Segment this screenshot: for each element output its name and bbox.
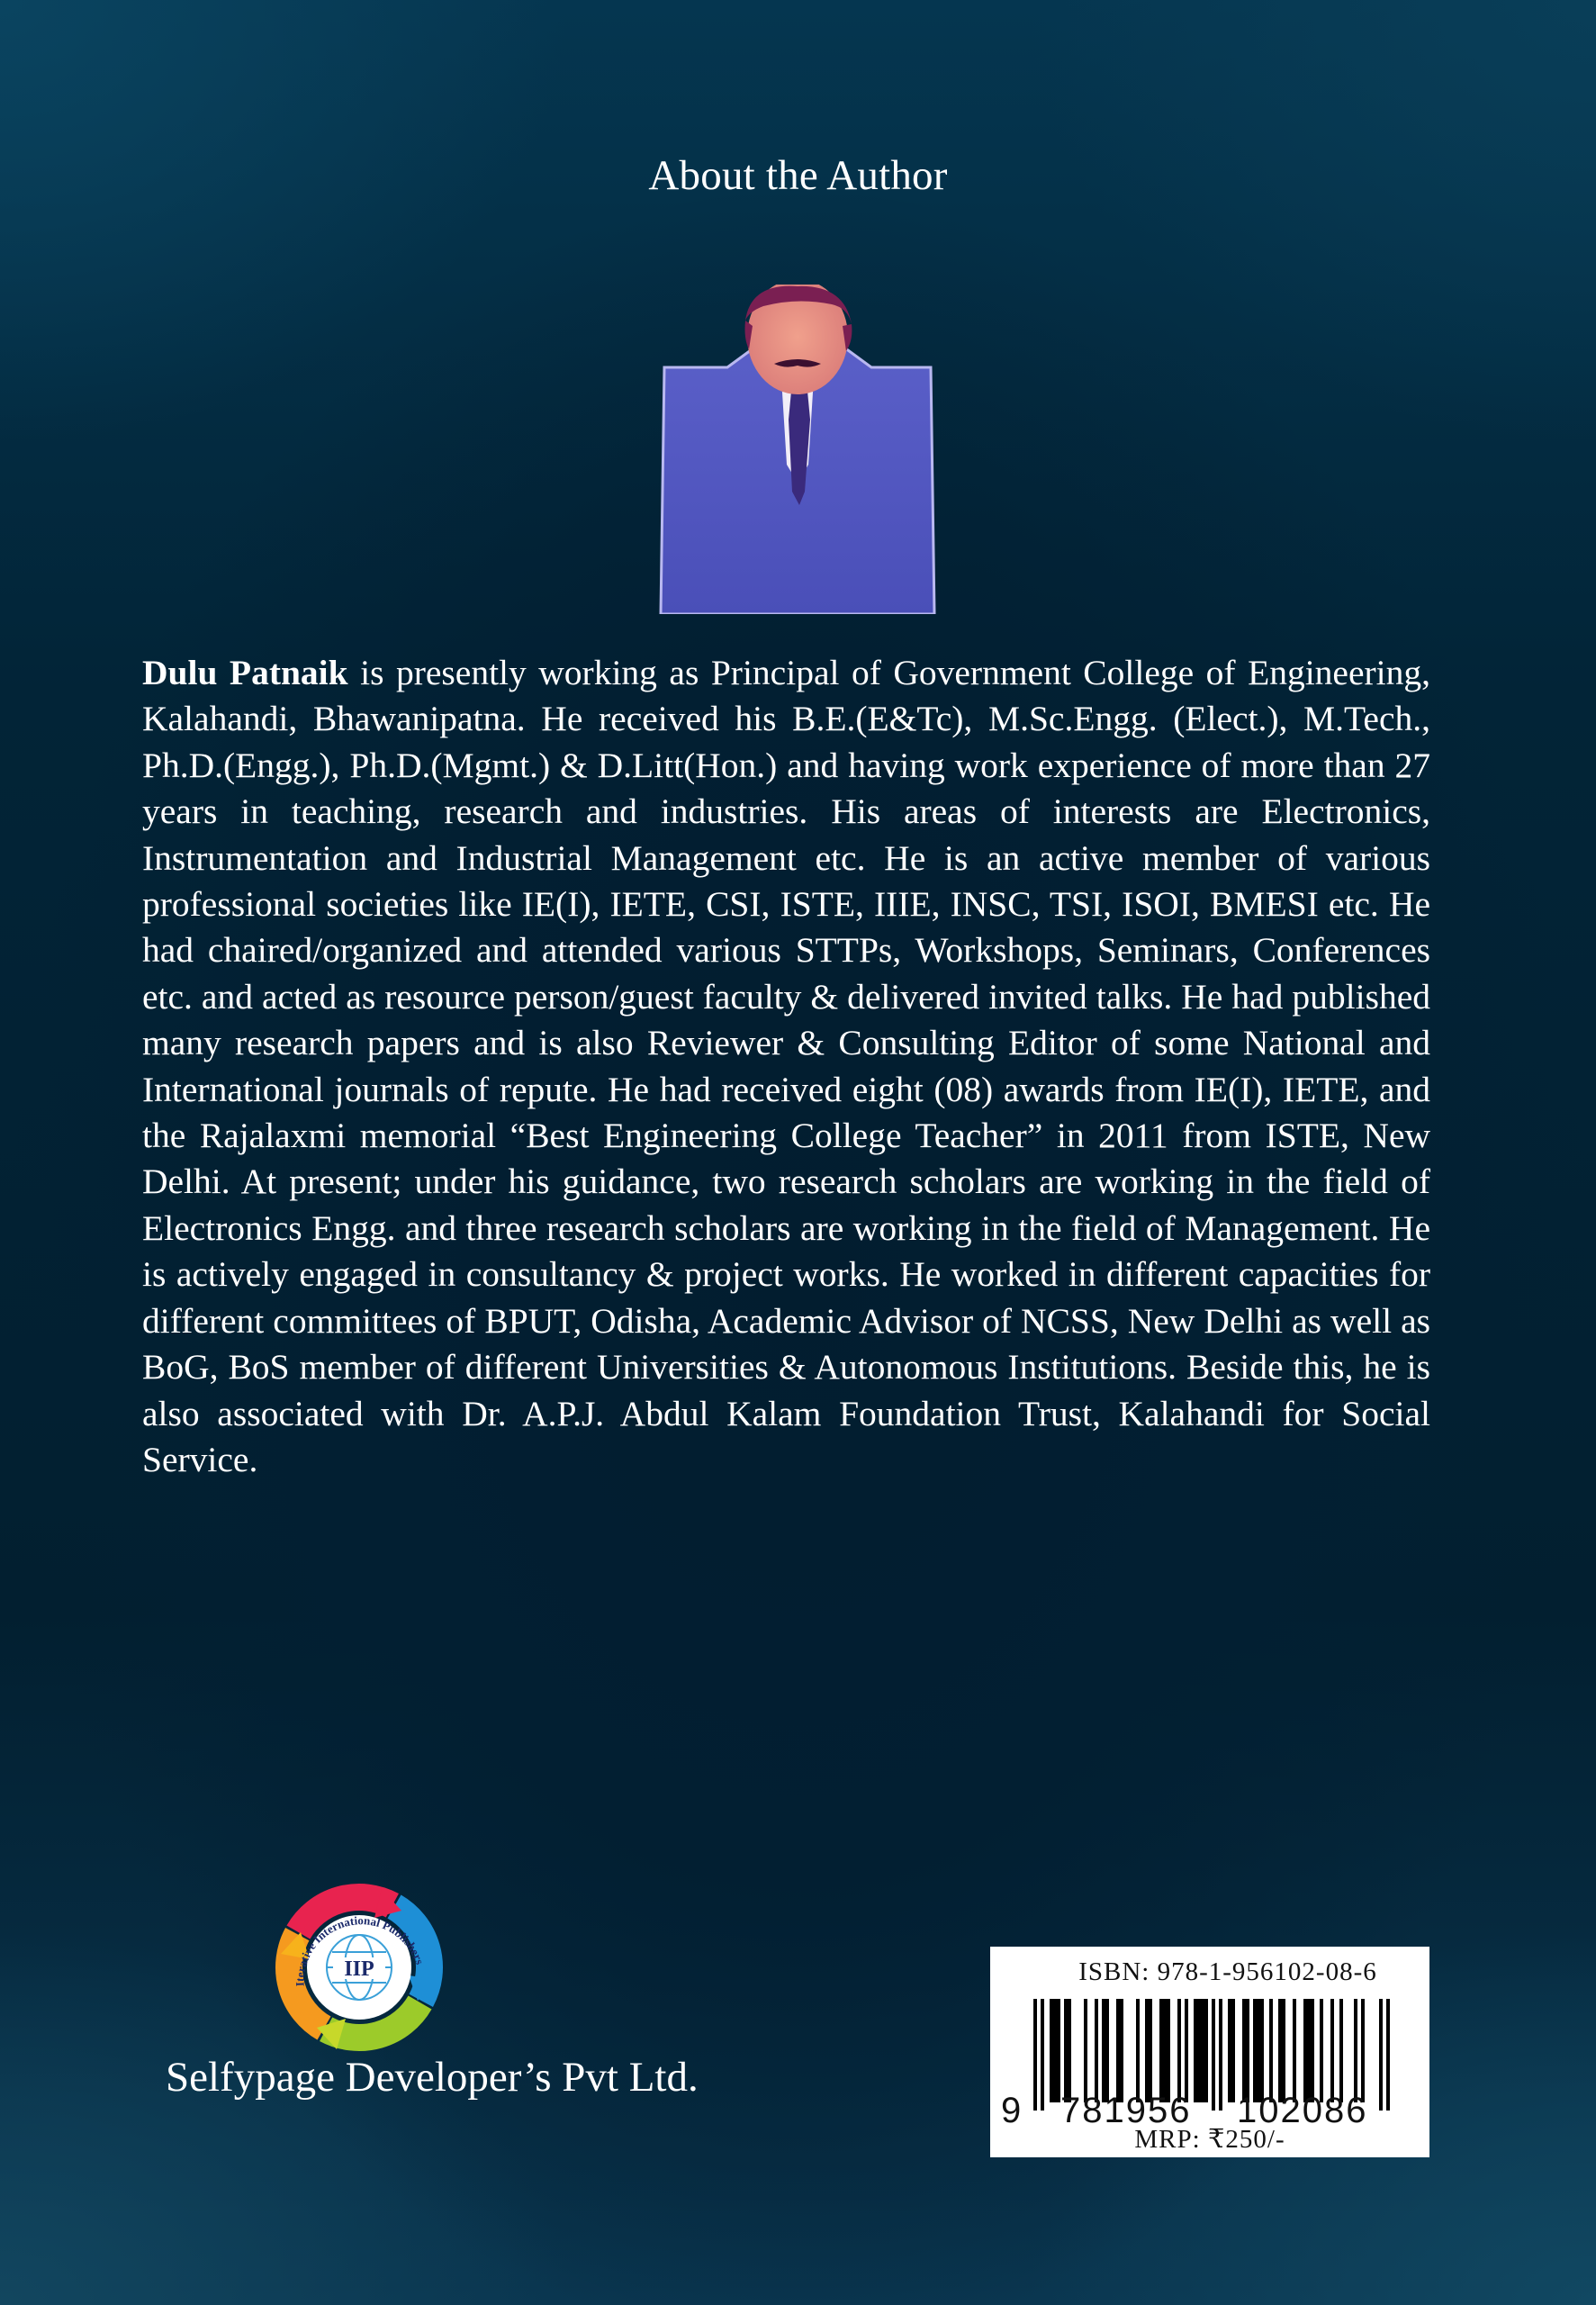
- barcode-digits-left: 781956: [1060, 2091, 1192, 2130]
- isbn-barcode: [990, 1947, 1429, 2157]
- svg-text:IIP: IIP: [344, 1957, 374, 1981]
- barcode-digit-first: 9: [1001, 2091, 1023, 2130]
- barcode-digits-right: 102086: [1237, 2091, 1368, 2130]
- author-bio-text: is presently working as Principal of Government College of Engineering, Kalahandi, Bhawanipatna. He received his B.E.(E&Tc), M.Sc.Engg. (Elect.), M.Tech., Ph.D.(Engg.), Ph.D.(Mgmt.) & D.Litt(Hon.) and having work experience of more than 27 years in teaching, research and industries. His areas of interests are Electronics, Instrumentation and Industrial Management etc. He is an active member of various professional societies like IE(I), IETE, CSI, ISTE, IIIE, INSC, TSI, ISOI, BMESI etc. He had chaired/organized and attended various STTPs, Workshops, Seminars, Conferences etc. and acted as resource person/guest faculty & delivered invited talks. He had published many research papers and is also Reviewer & Consulting Editor of some National and International journals of repute. He had received eight (08) awards from IE(I), IETE, and the Rajalaxmi memorial “Best Engineering College Teacher” in 2011 from ISTE, New Delhi. At present; under his guidance, two research scholars are working in the field of Electronics Engg. and three research scholars are working in the field of Management. He is actively engaged in consultancy & project works. He worked in different capacities for different committees of BPUT, Odisha, Academic Advisor of NCSS, New Delhi as well as BoG, BoS member of different Universities & Autonomous Institutions. Beside this, he is also associated with Dr. A.P.J. Abdul Kalam Foundation Trust, Kalahandi for Social Service.: [142, 653, 1430, 1479]
- publisher-logo: [274, 1882, 445, 2053]
- isbn-label: ISBN: 978-1-956102-08-6: [1078, 1957, 1377, 1986]
- mrp-price: MRP: ₹250/-: [1134, 2125, 1285, 2154]
- section-title: About the Author: [648, 152, 948, 199]
- author-name: Dulu Patnaik: [142, 653, 348, 692]
- author-bio: [142, 650, 1430, 1483]
- svg-text:Iterative International Publis: Iterative International Publishers: [293, 1913, 428, 1987]
- author-photo: [655, 285, 940, 614]
- publisher-name: Selfypage Developer’s Pvt Ltd.: [166, 2054, 699, 2101]
